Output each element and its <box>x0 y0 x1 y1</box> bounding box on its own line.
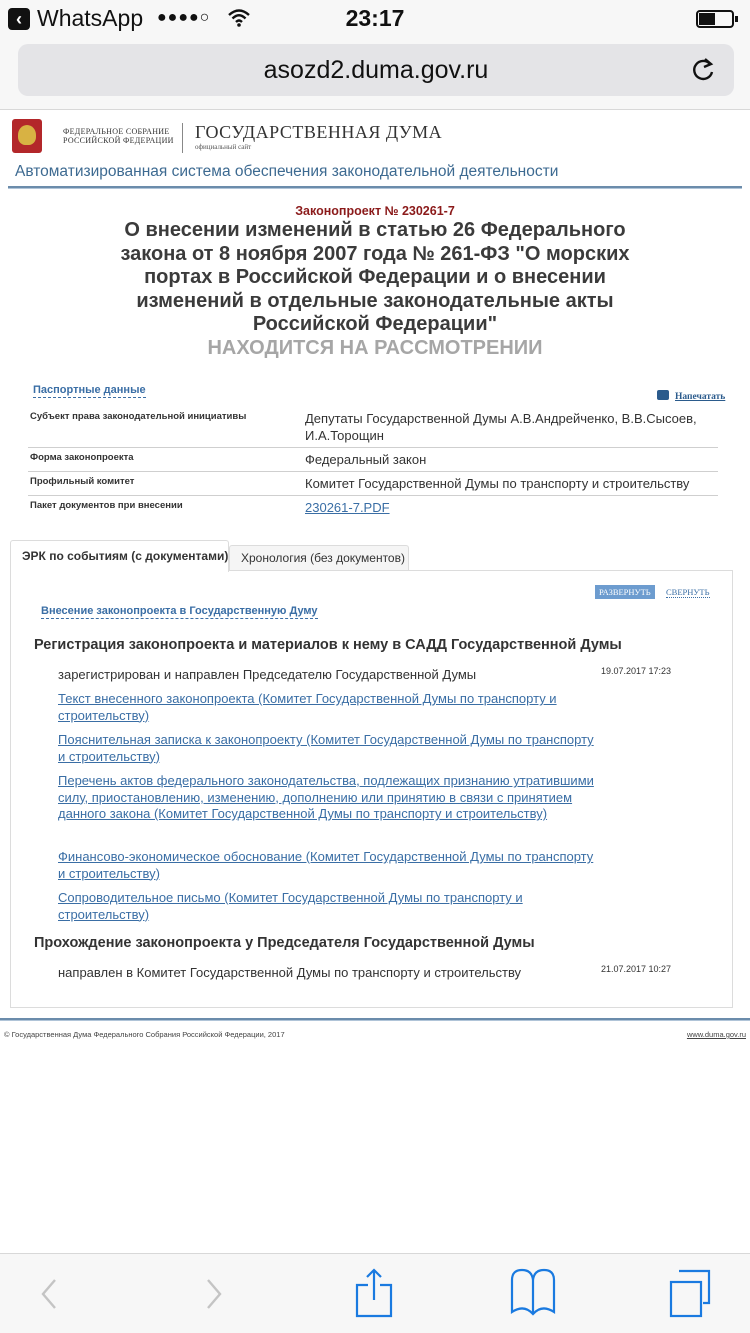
fed-line-2: РОССИЙСКОЙ ФЕДЕРАЦИИ <box>63 136 174 145</box>
status-bar <box>0 0 750 38</box>
reload-icon[interactable] <box>690 56 718 84</box>
event-text: направлен в Комитет Государственной Думы по транспорту и строительству <box>58 965 522 980</box>
browser-address-bar <box>0 38 750 110</box>
url-field[interactable] <box>18 44 734 96</box>
passport-value <box>305 496 718 519</box>
event-title: Регистрация законопроекта и материалов к нему в САДД Государственной Думы <box>34 637 622 653</box>
coat-of-arms-icon[interactable] <box>12 119 42 153</box>
document-link[interactable]: Пояснительная записка к законопроекту (Комитет Государственной Думы по транспорту и строительству) <box>58 732 594 764</box>
collapse-button[interactable]: СВЕРНУТЬ <box>666 587 710 597</box>
clock: 23:17 <box>345 5 405 31</box>
tab-events-with-documents[interactable]: ЭРК по событиям (с документами) <box>10 540 229 572</box>
passport-label: Пакет документов при внесении <box>30 500 183 511</box>
print-label: Напечатать <box>675 392 726 402</box>
bill-title: О внесении изменений в статью 26 Федерального закона от 8 ноября 2007 года № 261-ФЗ "О морских портах в Российской Федерации и о внесении изменений в отдельные законодательные акты Российской Федерации" <box>120 219 630 335</box>
url-text[interactable]: asozd2.duma.gov.ru <box>263 56 489 84</box>
tab-chronology[interactable]: Хронология (без документов) <box>229 545 409 571</box>
expand-button[interactable]: РАЗВЕРНУТЬ <box>595 585 655 599</box>
passport-value: Комитет Государственной Думы по транспорту и строительству <box>305 476 690 491</box>
system-title[interactable]: Автоматизированная система обеспечения законодательной деятельности <box>15 163 559 180</box>
bookmarks-icon[interactable] <box>508 1268 558 1320</box>
forward-icon[interactable] <box>190 1268 240 1320</box>
event-date: 21.07.2017 10:27 <box>601 964 672 974</box>
document-link[interactable]: Перечень актов федерального законодательства, подлежащих признанию утратившими силу, приостановлению, изменению, дополнению или принятию в связи с принятием данного закона (Комитет Государственной Думы по транспорту и строительству) <box>58 773 594 821</box>
footer-divider <box>0 1018 750 1021</box>
document-link[interactable]: Текст внесенного законопроекта (Комитет Государственной Думы по транспорту и строительству) <box>58 691 557 723</box>
document-link[interactable]: Сопроводительное письмо (Комитет Государственной Думы по транспорту и строительству) <box>58 890 523 922</box>
passport-data-link[interactable]: Паспортные данные <box>33 384 146 396</box>
back-to-app-label[interactable]: WhatsApp <box>37 5 144 31</box>
passport-label: Субъект права законодательной инициативы <box>30 411 247 422</box>
site-header <box>0 111 750 180</box>
bill-number: Законопроект № 230261-7 <box>295 204 455 218</box>
print-link[interactable] <box>657 390 725 402</box>
event-title: Прохождение законопроекта у Председателя Государственной Думы <box>34 935 535 951</box>
event-date: 19.07.2017 17:23 <box>601 666 672 676</box>
events-panel <box>10 570 733 1008</box>
passport-row <box>28 407 718 448</box>
back-to-app-icon[interactable]: ‹ <box>8 8 30 30</box>
stage-link[interactable]: Внесение законопроекта в Государственную Думу <box>41 605 318 617</box>
tabs-icon[interactable] <box>665 1268 715 1320</box>
event-text: зарегистрирован и направлен Председателю Государственной Думы <box>58 667 477 682</box>
share-icon[interactable] <box>350 1268 400 1320</box>
duma-subtitle: официальный сайт <box>195 143 252 151</box>
back-icon[interactable] <box>25 1268 75 1320</box>
bill-status: НАХОДИТСЯ НА РАССМОТРЕНИИ <box>207 337 543 359</box>
fed-line-1: ФЕДЕРАЛЬНОЕ СОБРАНИЕ <box>63 127 170 136</box>
passport-row <box>28 496 718 519</box>
logo-row <box>0 111 750 161</box>
copyright: © Государственная Дума Федерального Собрания Российской Федерации, 2017 <box>4 1030 285 1039</box>
passport-label: Профильный комитет <box>30 476 135 487</box>
header-divider <box>8 186 742 189</box>
divider <box>182 123 183 153</box>
federal-assembly-label <box>63 127 174 145</box>
passport-row <box>28 448 718 472</box>
passport-value: Федеральный закон <box>305 452 427 467</box>
duma-title[interactable]: ГОСУДАРСТВЕННАЯ ДУМА <box>195 122 443 142</box>
passport-row <box>28 472 718 496</box>
passport-value: Депутаты Государственной Думы А.В.Андрейченко, В.В.Сысоев, И.А.Торощин <box>305 411 697 443</box>
signal-strength-icon: ●●●●○ <box>157 9 211 26</box>
printer-icon <box>657 390 669 400</box>
passport-label: Форма законопроекта <box>30 452 134 463</box>
passport-table <box>28 407 718 519</box>
documents-package-link[interactable]: 230261-7.PDF <box>305 500 390 515</box>
browser-toolbar <box>0 1253 750 1333</box>
duma-site-link[interactable]: www.duma.gov.ru <box>686 1030 746 1039</box>
battery-icon <box>696 10 734 28</box>
document-link[interactable]: Финансово-экономическое обоснование (Комитет Государственной Думы по транспорту и строительству) <box>58 849 594 881</box>
